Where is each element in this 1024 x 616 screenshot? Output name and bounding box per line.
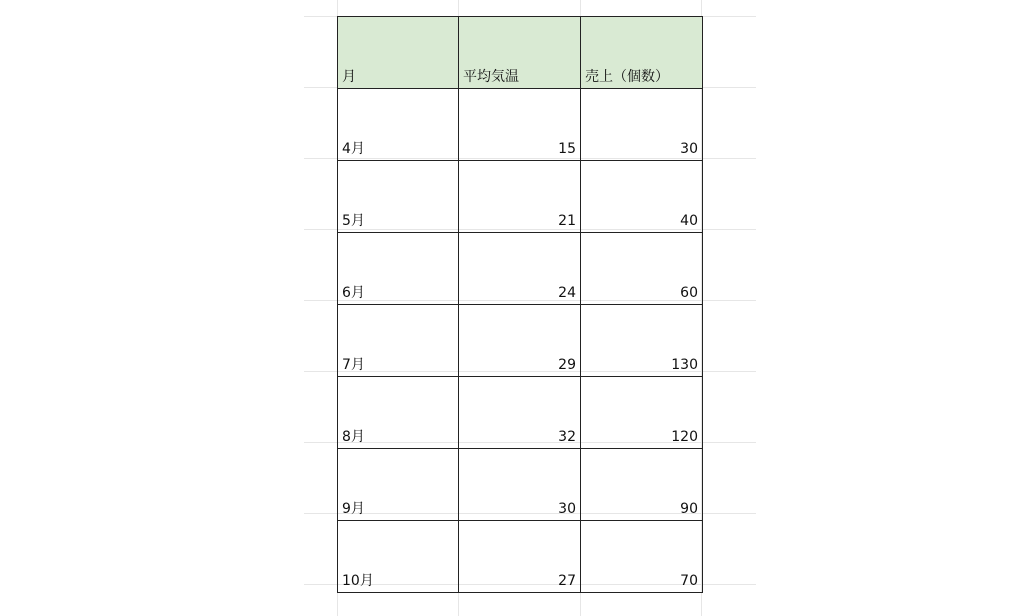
cell-avg-temp[interactable]: 21	[459, 161, 581, 233]
cell-month[interactable]: 4月	[338, 89, 459, 161]
table-row	[338, 161, 703, 233]
cell-month[interactable]: 9月	[338, 449, 459, 521]
table-row	[338, 233, 703, 305]
table-row	[338, 89, 703, 161]
cell-sales[interactable]: 30	[581, 89, 703, 161]
cell-avg-temp[interactable]: 29	[459, 305, 581, 377]
cell-avg-temp[interactable]: 24	[459, 233, 581, 305]
cell-month[interactable]: 6月	[338, 233, 459, 305]
cell-sales[interactable]: 40	[581, 161, 703, 233]
cell-avg-temp[interactable]: 32	[459, 377, 581, 449]
table-row	[338, 377, 703, 449]
cell-month[interactable]: 8月	[338, 377, 459, 449]
data-table	[337, 16, 703, 593]
cell-sales[interactable]: 60	[581, 233, 703, 305]
cell-sales[interactable]: 130	[581, 305, 703, 377]
cell-sales[interactable]: 90	[581, 449, 703, 521]
header-cell-month[interactable]: 月	[338, 17, 459, 89]
cell-avg-temp[interactable]: 15	[459, 89, 581, 161]
table-row	[338, 305, 703, 377]
cell-month[interactable]: 5月	[338, 161, 459, 233]
cell-month[interactable]: 10月	[338, 521, 459, 593]
cell-month[interactable]: 7月	[338, 305, 459, 377]
header-row	[338, 17, 703, 89]
table-row	[338, 449, 703, 521]
table-row	[338, 521, 703, 593]
cell-sales[interactable]: 120	[581, 377, 703, 449]
cell-sales[interactable]: 70	[581, 521, 703, 593]
cell-avg-temp[interactable]: 27	[459, 521, 581, 593]
header-cell-avg-temp[interactable]: 平均気温	[459, 17, 581, 89]
header-cell-sales[interactable]: 売上（個数）	[581, 17, 703, 89]
cell-avg-temp[interactable]: 30	[459, 449, 581, 521]
